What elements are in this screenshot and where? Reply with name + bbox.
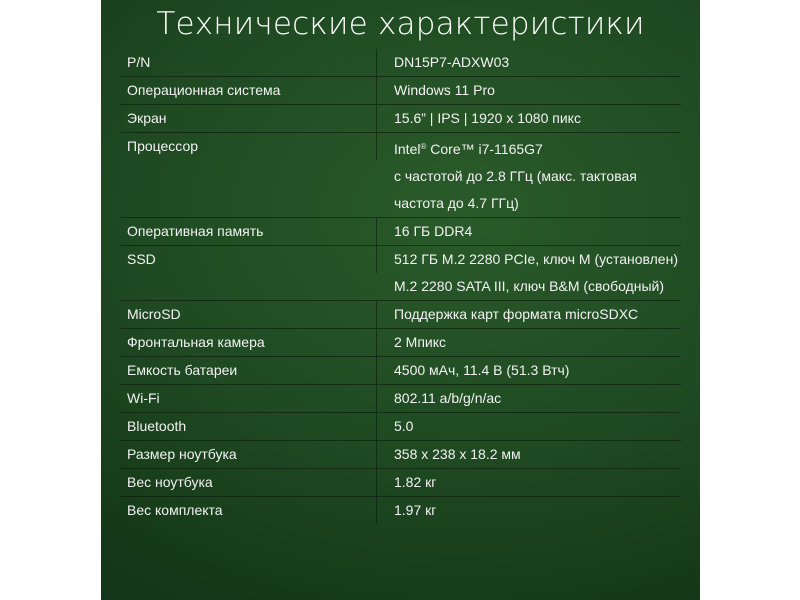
spec-value-group bbox=[377, 246, 681, 300]
spec-value: 15.6” | IPS | 1920 x 1080 пикс bbox=[394, 110, 581, 126]
spec-row bbox=[121, 441, 681, 469]
spec-value-group bbox=[377, 385, 681, 412]
spec-value: 5.0 bbox=[394, 418, 414, 434]
spec-value-group bbox=[377, 133, 681, 217]
spec-value: 358 x 238 x 18.2 мм bbox=[394, 446, 521, 462]
spec-label: Экран bbox=[121, 105, 377, 132]
spec-row bbox=[121, 385, 681, 413]
spec-label: SSD bbox=[121, 246, 377, 273]
spec-value-group bbox=[377, 49, 681, 76]
spec-label: Процессор bbox=[121, 133, 377, 160]
spec-row bbox=[121, 246, 681, 301]
spec-value: 1.97 кг bbox=[394, 502, 437, 518]
spec-value: Intel® Core™ i7-1165G7 bbox=[394, 141, 543, 157]
spec-label: Фронтальная камера bbox=[121, 329, 377, 356]
spec-label: MicroSD bbox=[121, 301, 377, 328]
spec-value: 1.82 кг bbox=[394, 474, 437, 490]
spec-label: Операционная система bbox=[121, 77, 377, 104]
spec-value-group bbox=[377, 357, 681, 384]
spec-label: Размер ноутбука bbox=[121, 441, 377, 468]
spec-row bbox=[121, 497, 681, 524]
spec-value: 2 Мпикс bbox=[394, 334, 447, 350]
spec-value: 512 ГБ M.2 2280 PCIe, ключ M (установлен) bbox=[394, 251, 678, 267]
spec-value-group bbox=[377, 301, 681, 328]
spec-row bbox=[121, 357, 681, 385]
spec-value: с частотой до 2.8 ГГц (макс. тактовая bbox=[394, 168, 637, 184]
spec-value-group bbox=[377, 469, 681, 496]
spec-row bbox=[121, 413, 681, 441]
spec-value: 4500 мАч, 11.4 В (51.3 Втч) bbox=[394, 362, 570, 378]
spec-row bbox=[121, 133, 681, 218]
spec-row bbox=[121, 329, 681, 357]
spec-value: Поддержка карт формата microSDXC bbox=[394, 306, 639, 322]
spec-panel bbox=[101, 0, 700, 600]
spec-row bbox=[121, 218, 681, 246]
spec-value: 802.11 a/b/g/n/ac bbox=[394, 390, 502, 406]
spec-value: M.2 2280 SATA III, ключ B&M (свободный) bbox=[394, 278, 665, 294]
spec-value: 16 ГБ DDR4 bbox=[394, 223, 473, 239]
spec-value-group bbox=[377, 413, 681, 440]
spec-label: Wi-Fi bbox=[121, 385, 377, 412]
spec-value-group bbox=[377, 441, 681, 468]
spec-label: Вес комплекта bbox=[121, 497, 377, 524]
spec-value: частота до 4.7 ГГц) bbox=[394, 195, 519, 211]
spec-value-group bbox=[377, 329, 681, 356]
spec-value-group bbox=[377, 105, 681, 132]
spec-row bbox=[121, 469, 681, 497]
spec-value: Windows 11 Pro bbox=[394, 82, 495, 98]
spec-label: Вес ноутбука bbox=[121, 469, 377, 496]
spec-table bbox=[121, 49, 681, 524]
spec-row bbox=[121, 49, 681, 77]
spec-label: P/N bbox=[121, 49, 377, 76]
spec-value-group bbox=[377, 77, 681, 104]
spec-label: Емкость батареи bbox=[121, 357, 377, 384]
spec-label: Bluetooth bbox=[121, 413, 377, 440]
page-title: Технические характеристики bbox=[156, 6, 645, 42]
spec-value-group bbox=[377, 497, 681, 524]
spec-row bbox=[121, 105, 681, 133]
spec-row bbox=[121, 77, 681, 105]
spec-label: Оперативная память bbox=[121, 218, 377, 245]
spec-row bbox=[121, 301, 681, 329]
spec-value-group bbox=[377, 218, 681, 245]
spec-value: DN15P7-ADXW03 bbox=[394, 54, 510, 70]
